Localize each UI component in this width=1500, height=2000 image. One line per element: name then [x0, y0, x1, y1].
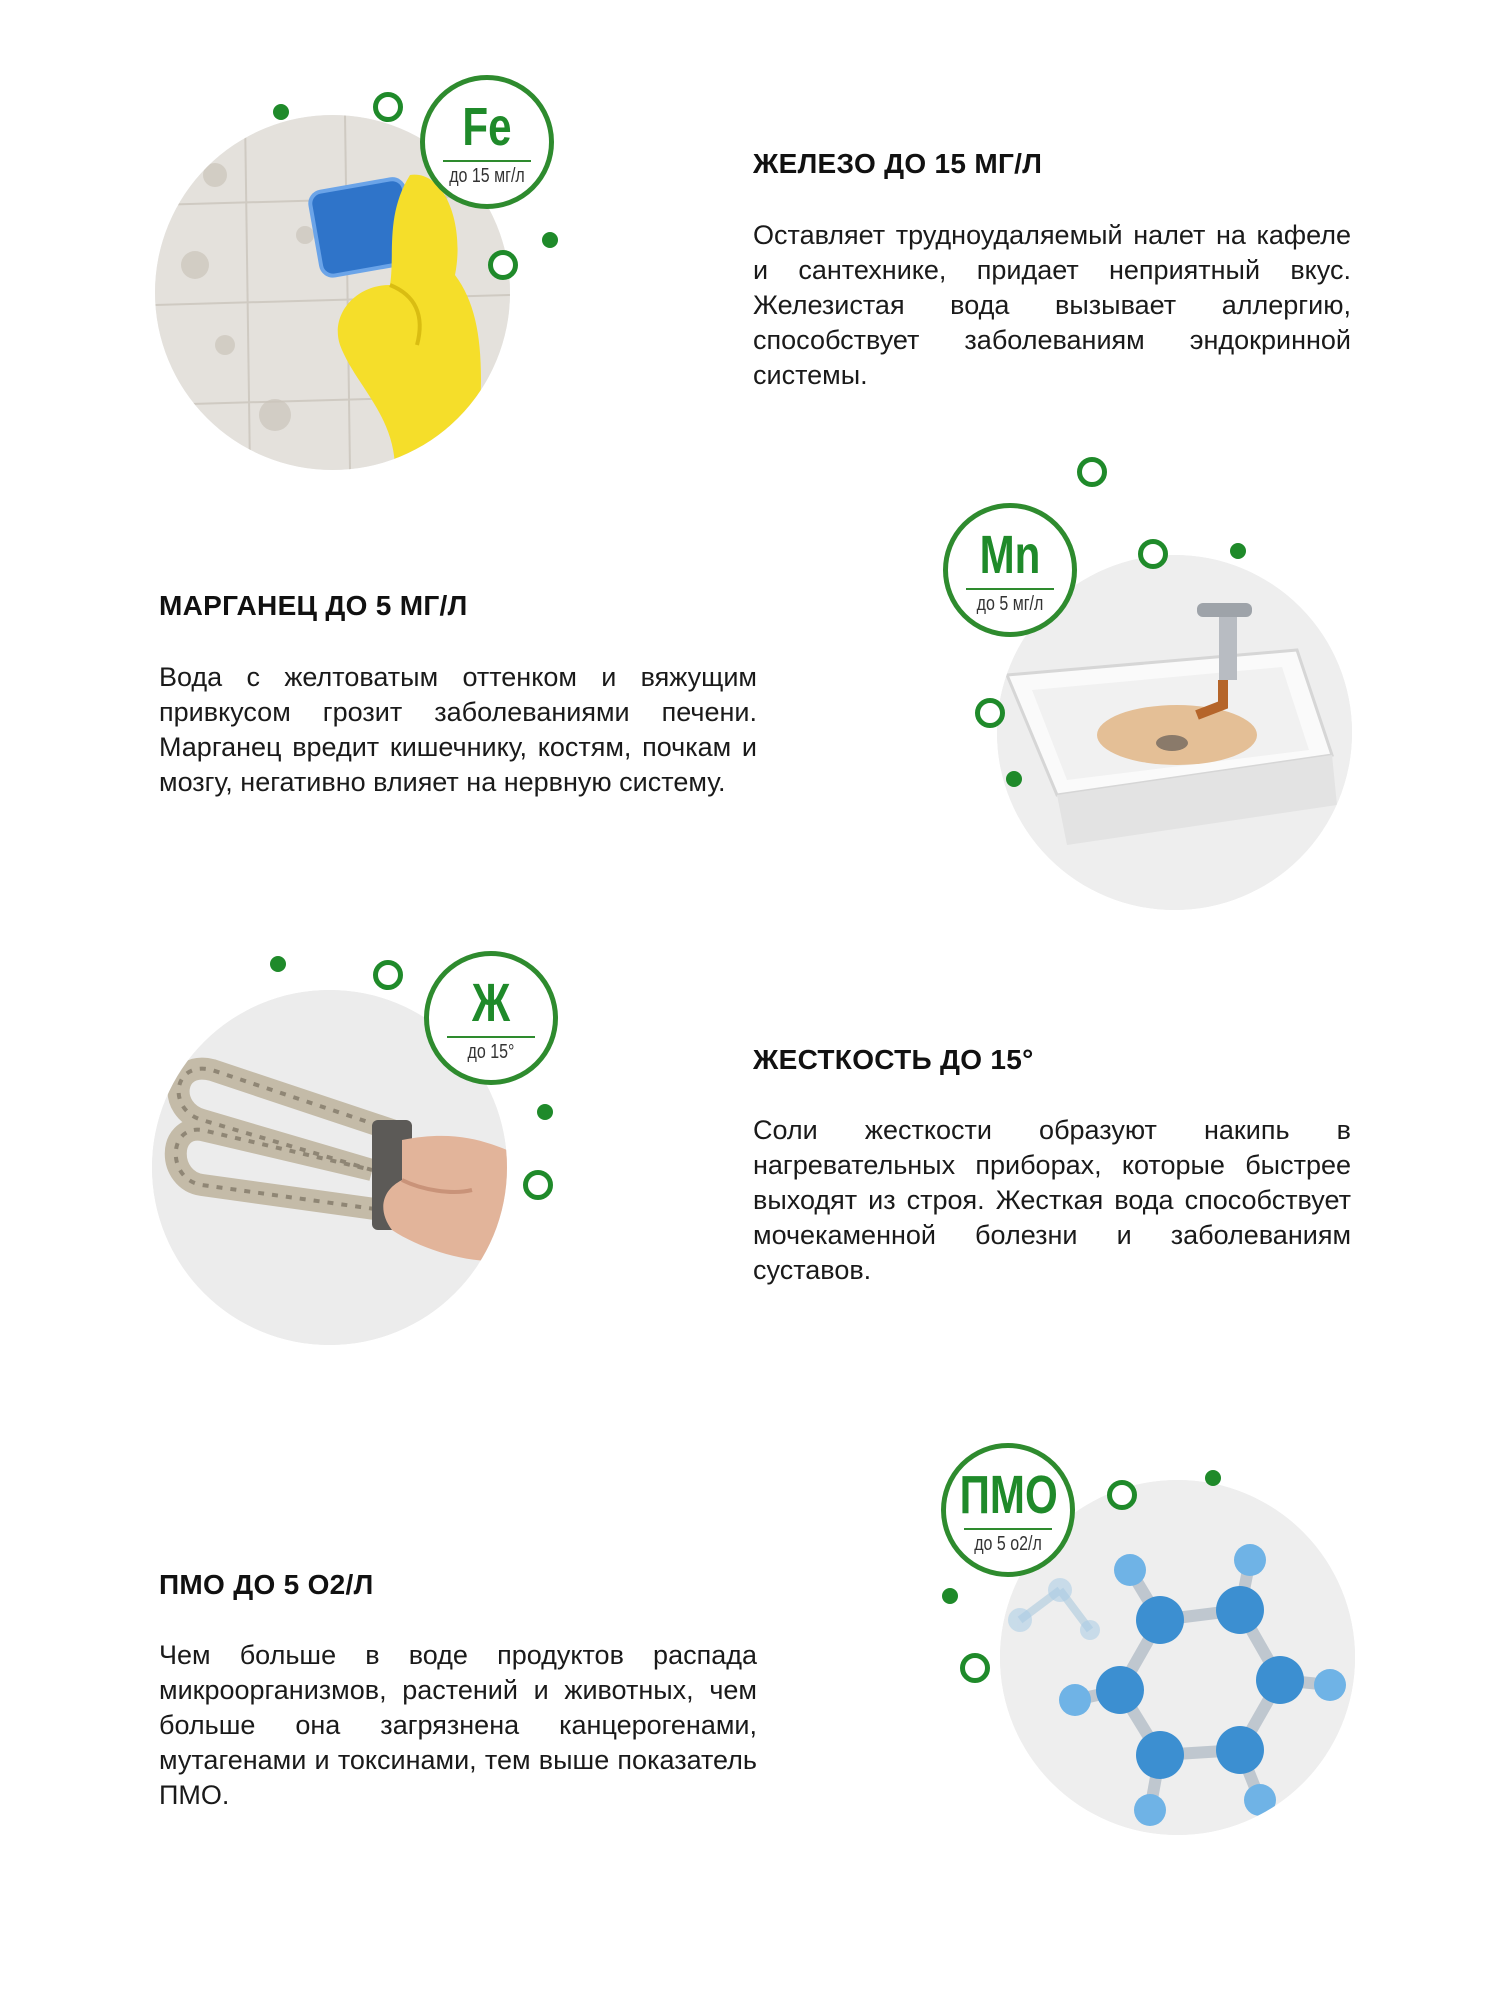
section-heading: МАРГАНЕЦ ДО 5 МГ/Л [159, 590, 468, 621]
decor-ring [523, 1170, 553, 1200]
decor-ring [373, 92, 403, 122]
decor-dot [273, 104, 289, 120]
badge-symbol: ПМО [959, 1465, 1058, 1525]
section-text: Оставляет трудноудаляемый налет на кафеле и сантехнике, придает неприятный вкус. Железистая вода вызывает аллергию, способствует заболеваниям эндокринной системы. [753, 220, 1351, 390]
badge-subtitle: до 15° [467, 1041, 515, 1063]
decor-dot [1205, 1470, 1221, 1486]
decor-ring [1138, 539, 1168, 569]
section-text: Вода с желтоватым оттенком и вяжущим привкусом грозит заболеваниями печени. Марганец вредит кишечнику, костям, почкам и мозгу, негативно влияет на нервную систему. [159, 662, 757, 797]
section-heading: ЖЕСТКОСТЬ ДО 15° [753, 1044, 1034, 1075]
badge-divider [447, 1036, 535, 1038]
decor-ring [960, 1653, 990, 1683]
badge-subtitle: до 5 мг/л [976, 593, 1044, 615]
badge-symbol: Mn [979, 525, 1041, 585]
badge-symbol: Fe [462, 97, 512, 157]
badge-pmo [941, 1443, 1075, 1577]
decor-ring [488, 250, 518, 280]
badge-fe [420, 75, 554, 209]
decor-ring [975, 698, 1005, 728]
badge-subtitle: до 15 мг/л [449, 165, 525, 187]
badge-zh [424, 951, 558, 1085]
badge-subtitle: до 5 о2/л [974, 1533, 1042, 1555]
section-text: Соли жесткости образуют накипь в нагревательных приборах, которые быстрее выходят из строя. Жесткая вода способствует мочекаменной болезни и заболеваниям суставов. [753, 1115, 1351, 1285]
section-heading: ПМО ДО 5 О2/Л [159, 1569, 374, 1600]
section-heading: ЖЕЛЕЗО ДО 15 МГ/Л [753, 148, 1043, 179]
section-iron [0, 0, 1500, 460]
badge-mn [943, 503, 1077, 637]
decor-dot [270, 956, 286, 972]
decor-dot [542, 232, 558, 248]
decor-ring [1077, 457, 1107, 487]
badge-divider [443, 160, 531, 162]
decor-ring [373, 960, 403, 990]
badge-divider [964, 1528, 1052, 1530]
badge-symbol: Ж [471, 973, 511, 1033]
decor-dot [1006, 771, 1022, 787]
badge-divider [966, 588, 1054, 590]
decor-dot [537, 1104, 553, 1120]
decor-dot [942, 1588, 958, 1604]
decor-ring [1107, 1480, 1137, 1510]
decor-dot [1230, 543, 1246, 559]
section-text: Чем больше в воде продуктов распада микроорганизмов, растений и животных, чем больше она загрязнена канцерогенами, мутагенами и токсинами, тем выше показатель ПМО. [159, 1640, 757, 1810]
